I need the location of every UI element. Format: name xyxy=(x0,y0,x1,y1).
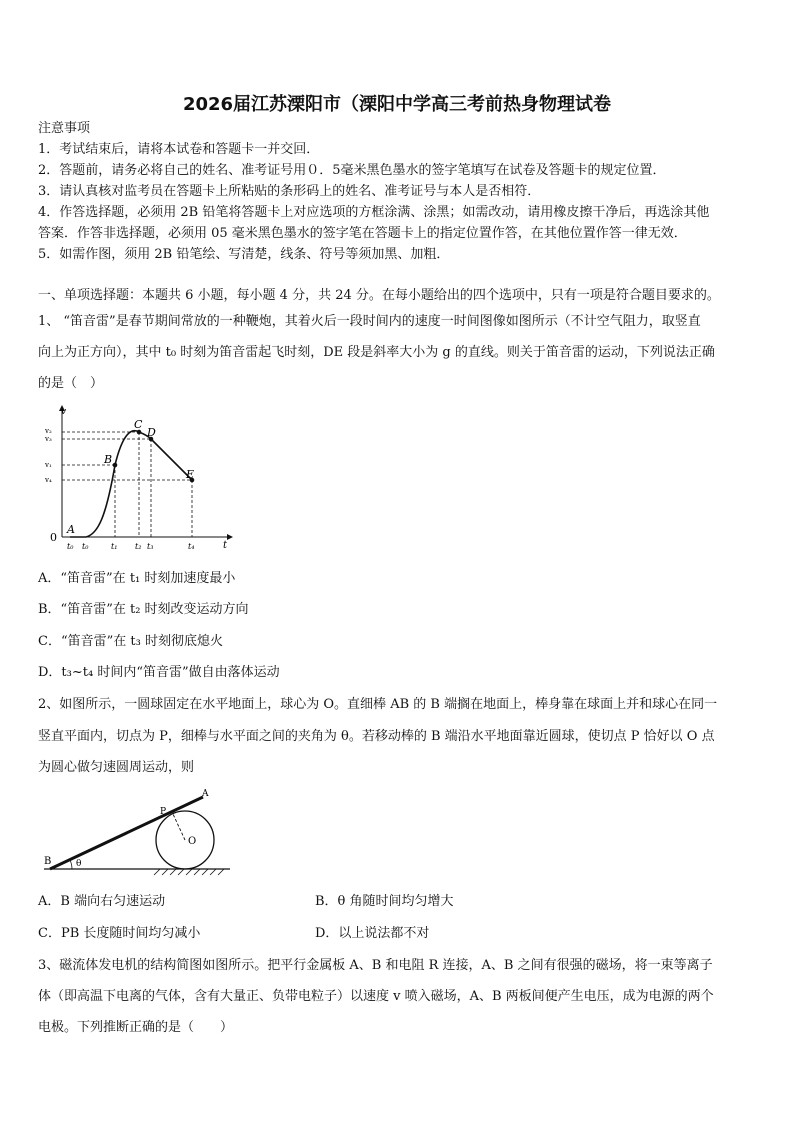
question-1-stem: 1、 “笛音雷”是春节期间常放的一种鞭炮，其着火后一段时间内的速度一时间图像如图所示（不计空气阻力，取竖直 xyxy=(38,314,701,329)
label-a: A xyxy=(202,789,209,799)
t-tick-label: t₄ xyxy=(188,542,195,551)
question-3-stem: 3、磁流体发电机的结构简图如图所示。把平行金属板 A、B 和电阻 R 连接，A、B 之间有很强的磁场，将一束等离子 xyxy=(38,958,713,973)
notice-item: 5．如需作图，须用 2B 铅笔绘、写清楚，线条、符号等须加黑、加粗． xyxy=(38,247,450,262)
question-1-option: C．“笛音雷”在 t₃ 时刻彻底熄火 xyxy=(38,634,223,649)
t-tick-label: t₃ xyxy=(147,542,154,551)
question-2-option: C．PB 长度随时间均匀减小 xyxy=(38,926,201,941)
page-title: 2026届江苏溧阳市（溧阳中学高三考前热身物理试卷 xyxy=(182,94,612,115)
point-label: A xyxy=(67,523,75,536)
x-axis-label: t xyxy=(223,540,228,551)
question-1-option: B．“笛音雷”在 t₂ 时刻改变运动方向 xyxy=(38,602,249,617)
v-tick-label: v₄ xyxy=(45,476,52,484)
question-2-option: D．以上说法都不对 xyxy=(315,926,430,941)
notice-item: 1．考试结束后，请将本试卷和答题卡一并交回． xyxy=(38,142,320,157)
y-axis-label: v xyxy=(61,407,67,417)
rod-ab xyxy=(50,797,203,869)
v-tick-label: v₃ xyxy=(45,435,52,443)
origin-label: 0 xyxy=(50,531,57,544)
point-b xyxy=(113,463,118,468)
t-tick-label: t₂ xyxy=(135,542,142,551)
label-b: B xyxy=(44,856,52,867)
question-2-option: A．B 端向右匀速运动 xyxy=(38,894,166,909)
question-2-stem: 为圆心做匀速圆周运动，则 xyxy=(38,760,195,775)
question-1-stem: 的是（ ） xyxy=(38,376,104,391)
t-tick-label: t₁ xyxy=(111,542,118,551)
angle-arc xyxy=(70,860,72,869)
velocity-time-graph xyxy=(40,402,240,554)
notice-item: 3．请认真核对监考员在答题卡上所粘贴的条形码上的姓名、准考证号与本人是否相符． xyxy=(38,184,541,199)
point-label: E xyxy=(186,468,195,481)
point-label: B xyxy=(104,453,113,466)
question-1-stem: 向上为正方向），其中 t₀ 时刻为笛音雷起飞时刻，DE 段是斜率大小为 g 的直线。则关于笛音雷的运动，下列说法正确 xyxy=(38,345,715,360)
notice-heading: 注意事项 xyxy=(38,121,91,136)
question-2-option: B．θ 角随时间均匀增大 xyxy=(315,894,454,909)
point-label: D xyxy=(147,426,156,439)
v-tick-label: v₁ xyxy=(45,461,52,469)
section-heading: 一、单项选择题：本题共 6 小题，每小题 4 分，共 24 分。在每小题给出的四个选项中，只有一项是符合题目要求的。 xyxy=(38,288,720,303)
notice-item: 4．作答选择题，必须用 2B 铅笔将答题卡上对应选项的方框涂满、涂黑；如需改动，请用橡皮擦干净后，再选涂其他 xyxy=(38,205,710,220)
velocity-curve xyxy=(70,431,195,537)
question-1-option: D．t₃~t₄ 时间内“笛音雷”做自由落体运动 xyxy=(38,665,280,680)
t-tick-label: t₀ xyxy=(67,542,74,551)
question-1-option: A．“笛音雷”在 t₁ 时刻加速度最小 xyxy=(38,571,236,586)
radius-op xyxy=(173,814,185,840)
label-p: P xyxy=(160,807,167,817)
label-theta: θ xyxy=(76,859,82,869)
notice-item: 2．答题前，请务必将自己的姓名、准考证号用０．5毫米黑色墨水的签字笔填写在试卷及答题卡的规定位置． xyxy=(38,163,666,178)
question-2-stem: 竖直平面内，切点为 P，细棒与水平面之间的夹角为 θ。若移动棒的 B 端沿水平地面靠近圆球，使切点 P 恰好以 O 点 xyxy=(38,729,715,744)
question-2-stem: 2、如图所示，一圆球固定在水平地面上，球心为 O。直细棒 AB 的 B 端搁在地面上，棒身靠在球面上并和球心在同一 xyxy=(38,697,718,712)
v-tick-label: v₂ xyxy=(45,427,52,435)
question-3-stem: 体（即高温下电离的气体，含有大量正、负带电粒子）以速度 v 喷入磁场，A、B 两板间便产生电压，成为电源的两个 xyxy=(38,989,714,1004)
rod-and-sphere-figure xyxy=(40,784,240,884)
question-3-stem: 电极。下列推断正确的是（ ） xyxy=(38,1020,234,1035)
point-label: C xyxy=(134,418,143,431)
notice-item: 答案．作答非选择题，必须用 05 毫米黑色墨水的签字笔在答题卡上的指定位置作答，在其他位置作答一律无效． xyxy=(38,226,687,241)
label-o: O xyxy=(188,836,197,847)
t-tick-label: t₀ xyxy=(82,542,89,551)
